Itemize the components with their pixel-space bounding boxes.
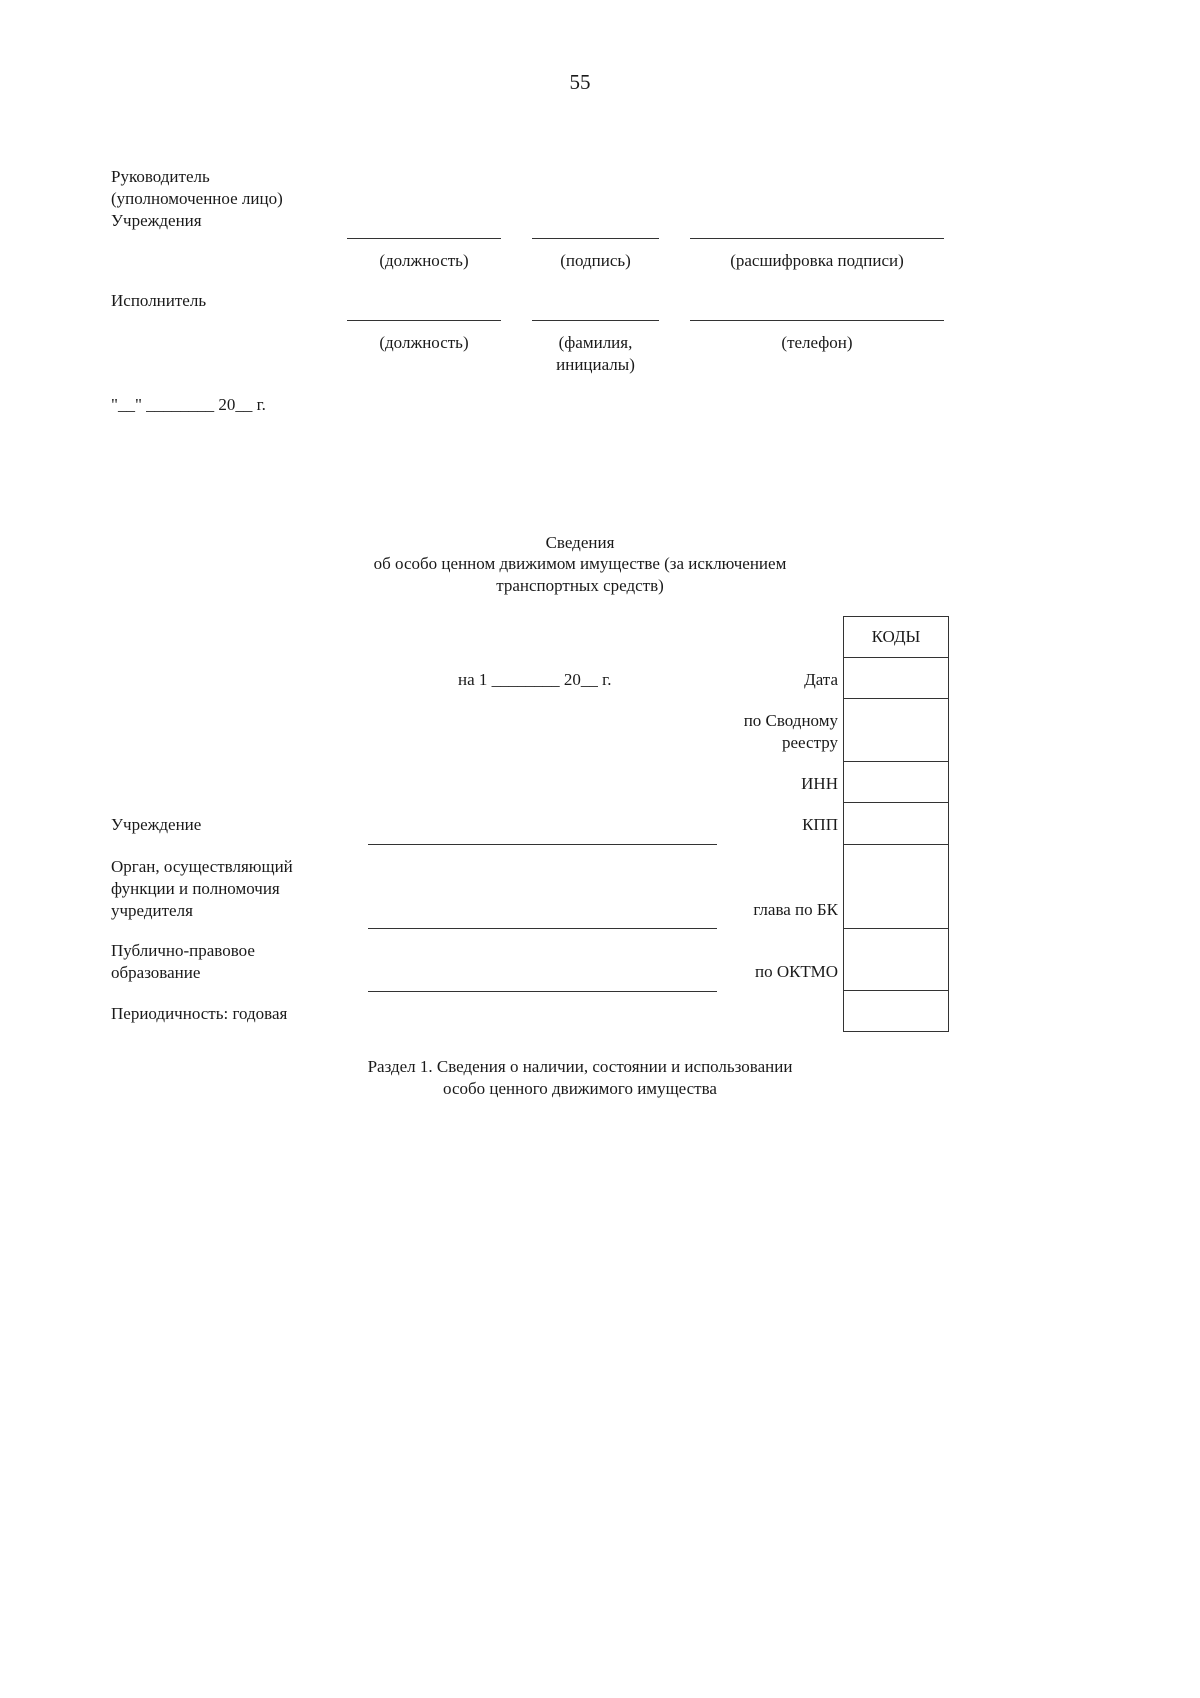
page-number: 55 bbox=[569, 70, 591, 94]
head-position-caption: (должность) bbox=[379, 251, 469, 270]
executor-name-caption: (фамилия, инициалы) bbox=[556, 333, 635, 374]
head-name-caption: (расшифровка подписи) bbox=[730, 251, 904, 270]
public-entity-label: Публично-правовое образование bbox=[111, 941, 255, 982]
code-cell-kpp[interactable] bbox=[844, 803, 949, 845]
founder-body-field-line[interactable] bbox=[368, 928, 717, 929]
head-signature-line bbox=[532, 238, 659, 239]
executor-position-line bbox=[347, 320, 501, 321]
head-position-line bbox=[347, 238, 501, 239]
founder-body-label: Орган, осуществляющий функции и полномочия учредителя bbox=[111, 857, 293, 920]
executor-phone-line bbox=[690, 320, 944, 321]
code-label-date: Дата bbox=[804, 670, 838, 689]
executor-label: Исполнитель bbox=[111, 291, 207, 310]
code-cell-registry[interactable] bbox=[844, 699, 949, 762]
code-cell-inn[interactable] bbox=[844, 762, 949, 803]
code-cell-bk-chapter[interactable] bbox=[844, 845, 949, 929]
code-label-inn: ИНН bbox=[801, 774, 838, 793]
executor-phone-caption: (телефон) bbox=[781, 333, 853, 352]
code-cell-periodicity[interactable] bbox=[844, 991, 949, 1032]
head-label: Руководитель (уполномоченное лицо) Учреждения bbox=[111, 167, 283, 230]
code-label-oktmo: по ОКТМО bbox=[754, 962, 838, 981]
executor-position-caption: (должность) bbox=[379, 333, 469, 352]
document-title: Сведения bbox=[545, 533, 615, 552]
head-name-line bbox=[690, 238, 944, 239]
codes-header: КОДЫ bbox=[844, 617, 949, 658]
institution-field-line[interactable] bbox=[368, 844, 717, 845]
public-entity-field-line[interactable] bbox=[368, 991, 717, 992]
section-1-title: Раздел 1. Сведения о наличии, состоянии и использовании особо ценного движимого имущества bbox=[367, 1057, 793, 1098]
code-label-registry: по Сводному реестру bbox=[743, 711, 838, 752]
head-signature-caption: (подпись) bbox=[560, 251, 631, 270]
codes-table bbox=[843, 616, 949, 1032]
code-label-kpp: КПП bbox=[802, 815, 838, 834]
code-label-bk-chapter: глава по БК bbox=[753, 900, 838, 919]
institution-label: Учреждение bbox=[111, 815, 202, 834]
executor-name-line bbox=[532, 320, 659, 321]
code-cell-date[interactable] bbox=[844, 658, 949, 699]
periodicity-label: Периодичность: годовая bbox=[111, 1004, 288, 1023]
report-date: на 1 ________ 20__ г. bbox=[458, 670, 612, 689]
document-subtitle: об особо ценном движимом имуществе (за исключением транспортных средств) bbox=[373, 554, 787, 595]
code-cell-oktmo[interactable] bbox=[844, 929, 949, 991]
signature-date: "__" ________ 20__ г. bbox=[111, 395, 266, 414]
